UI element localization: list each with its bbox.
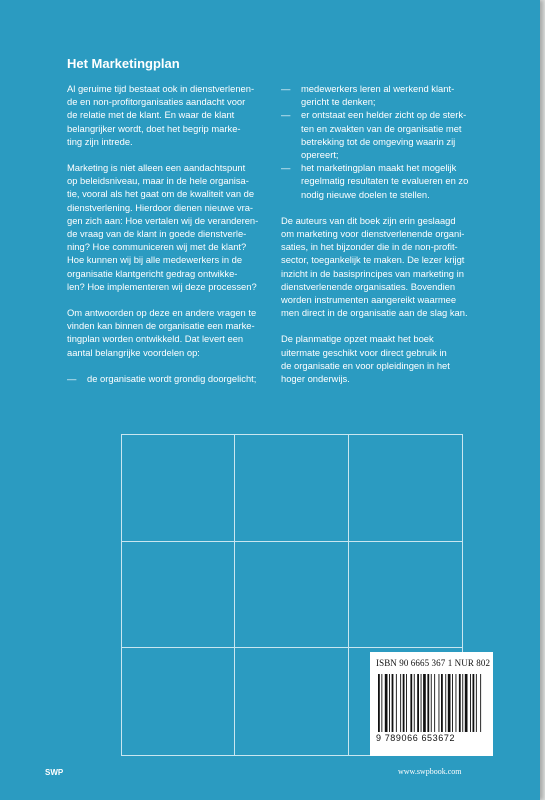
list-item (281, 108, 493, 161)
right-text-column (281, 82, 493, 398)
left-text-column (67, 82, 273, 385)
grid-cell (122, 648, 235, 755)
grid-cell (235, 435, 348, 542)
grid-cell (235, 542, 348, 649)
list-item-text: er ontstaat een helder zicht op de sterk- ten en zwakten van de organisatie met betrekking tot de omgeving waarin zij opereert; (301, 109, 467, 161)
list-item-text: de organisatie wordt grondig doorgelicht; (87, 372, 257, 384)
list-item-text: medewerkers leren al werkend klant- gericht te denken; (301, 83, 455, 108)
body-paragraph: Om antwoorden op deze en andere vragen te vinden kan binnen de organisatie een marke- tingplan worden ontwikkeld. Dat levert een aantal belangrijke voordelen op: (67, 307, 257, 358)
dash-marker: — (281, 83, 291, 94)
list-item (67, 372, 273, 385)
isbn-text: ISBN 90 6665 367 1 NUR 802 (376, 658, 491, 668)
barcode-icon (376, 674, 484, 732)
benefits-list (281, 82, 493, 201)
dash-marker: — (67, 372, 77, 384)
dash-marker: — (281, 109, 291, 121)
grid-cell (235, 648, 348, 755)
body-paragraph: De auteurs van dit boek zijn erin geslaagd om marketing voor dienstverlenende organi- saties, in het bijzonder die in de non-profit- sector, toegankelijk te maken. De lezer krijgt inzicht in de basisprincipes van marketing in dienstverlenende organisaties. Bovendien worden instrumenten aangereikt waarmee men direct in de organisatie aan de slag kan. (281, 214, 468, 319)
barcode-digits: 9 789066 653672 (376, 733, 456, 743)
book-title: Het Marketingplan (67, 56, 180, 71)
barcode-label (370, 652, 493, 756)
body-paragraph: Marketing is niet alleen een aandachtspunt op beleidsniveau, maar in de hele organisa- tie, vooral als het gaat om de kwaliteit van de dienstverlening. Hierdoor dienen nieuwe vra- gen zich aan: Hoe vertalen wij de veranderen- de vraag van de klant in goede dienstverle- ning? Hoe communiceren wij met de klant? Hoe kunnen wij bij alle medewerkers in de organisatie klantgericht gedrag ontwikke- len? Hoe implementeren wij deze processen? (67, 162, 259, 292)
publisher-logo: SWP (45, 768, 64, 777)
body-paragraph: De planmatige opzet maakt het boek uitermate geschikt voor direct gebruik in de organisatie en voor opleidingen in het hoger onderwijs. (281, 333, 450, 385)
grid-cell (122, 435, 235, 542)
list-item (281, 82, 493, 108)
intro-paragraph: Al geruime tijd bestaat ook in dienstverlenen- de en non-profitorganisaties aandacht voor de relatie met de klant. En waar de klant belangrijker wordt, doet het begrip marke- ting zijn intrede. (67, 83, 255, 147)
list-item-text: het marketingplan maakt het mogelijk regelmatig resultaten te evalueren en zo nodig nieuwe doelen te stellen. (301, 162, 469, 200)
publisher-website: www.swpbook.com (398, 767, 462, 776)
dash-marker: — (281, 162, 291, 174)
list-item (281, 161, 493, 201)
grid-cell (122, 542, 235, 649)
grid-cell (349, 542, 462, 649)
grid-cell (349, 435, 462, 542)
